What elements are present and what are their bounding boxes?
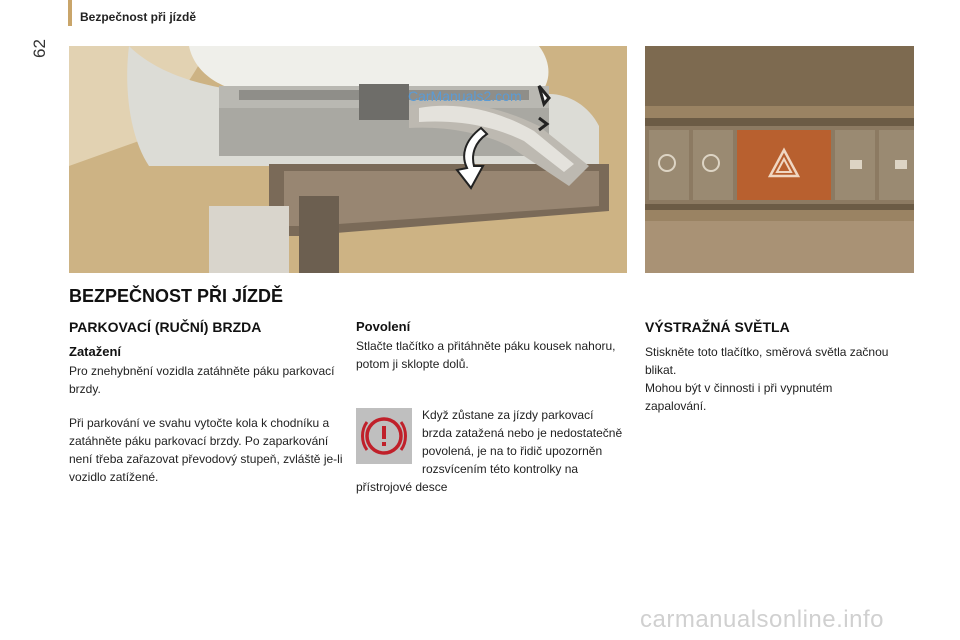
main-title: BEZPEČNOST PŘI JÍZDĚ — [69, 286, 284, 306]
hazard-panel-drawing — [645, 46, 914, 273]
header-rule — [68, 0, 72, 26]
brake-warning-icon — [356, 408, 412, 464]
warning-text: Když zůstane za jízdy parkovací brzda zatažená nebo je nedostatečně povolená, je na to řidič upozorněn rozsvícením této kontrolky na přístrojové desce — [356, 408, 623, 494]
page-number: 62 — [30, 39, 49, 58]
hazard-switch-illustration — [645, 46, 914, 273]
hazard-paragraph-2: Mohou být v činnosti i při vypnutém zapalování. — [645, 381, 833, 413]
hazard-lights-title: VÝSTRAŽNÁ SVĚTLA — [645, 319, 790, 335]
parking-brake-title: PARKOVACÍ (RUČNÍ) BRZDA — [69, 319, 262, 335]
parking-brake-illustration — [69, 46, 627, 273]
header-title: Bezpečnost při jízdě — [80, 10, 197, 24]
apply-subtitle: Zatažení — [69, 344, 122, 359]
release-subtitle: Povolení — [356, 319, 411, 334]
release-paragraph: Stlačte tlačítko a přitáhněte páku kousek nahoru, potom ji sklopte dolů. — [356, 339, 616, 371]
warning-note — [356, 406, 626, 496]
parking-brake-drawing — [69, 46, 627, 273]
footer-watermark: carmanualsonline.info — [640, 606, 884, 633]
hazard-paragraph-1: Stiskněte toto tlačítko, směrová světla začnou blikat. — [645, 345, 889, 377]
apply-paragraph-1: Pro znehybnění vozidla zatáhněte páku parkovací brzdy. — [69, 364, 335, 396]
hazard-paragraph — [645, 343, 895, 415]
watermark: CarManuals2.com — [408, 88, 522, 104]
apply-paragraph-2: Při parkování ve svahu vytočte kola k chodníku a zatáhněte páku parkovací brzdy. Po zaparkování není třeba zařazovat převodový stupeň, zvláště je-li vozidlo zatížené. — [69, 416, 343, 484]
